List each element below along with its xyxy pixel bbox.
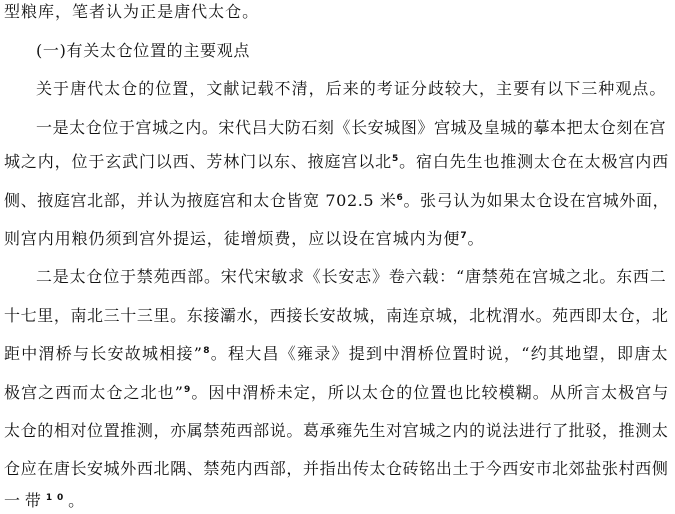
paragraph-line-11: [4, 383, 668, 403]
line-text: 仓应在唐长安城外西北隅、禁苑内西部，并指出传太仓砖铭出土于今西安市北郊盐张村西侧: [4, 459, 669, 478]
line-text-tail: 。张弓认为如果太仓设在宫城外面，: [403, 191, 670, 210]
line-text: 一是太仓位于宫城之内。宋代吕大防石刻《长安城图》宫城及皇城的摹本把太仓刻在宫: [36, 118, 667, 137]
footnote-ref-6: 6: [396, 193, 404, 203]
line-text: 距中渭桥与长安故城相接”: [4, 344, 204, 363]
line-text-tail: 。: [68, 491, 90, 510]
line-text-tail: 。宿白先生也推测太仓在太极宫内西: [399, 152, 669, 171]
footnote-ref-7: 7: [460, 231, 468, 241]
paragraph-line-9: [4, 306, 668, 326]
footnote-ref-8: 8: [203, 346, 211, 356]
footnote-ref-10: 10: [45, 493, 69, 503]
line-text: 太仓的相对位置推测，亦属禁苑西部说。葛承雍先生对宫城之内的说法进行了批驳，推测太: [4, 421, 669, 440]
line-text-tail: 。: [467, 229, 485, 248]
paragraph-line-4: [36, 118, 666, 138]
paragraph-line-5: [4, 152, 668, 172]
paragraph-line-8: [36, 267, 666, 287]
line-text: 极宫之西而太仓之北也”: [4, 383, 184, 402]
paragraph-line-7: [4, 229, 484, 249]
paragraph-line-3: [36, 79, 666, 99]
paragraph-line-6: [4, 191, 668, 211]
paragraph-line-14: [4, 491, 90, 511]
line-text-tail: 。因中渭桥未定，所以太仓的位置也比较模糊。从所言太极宫与: [191, 383, 670, 402]
line-text: 十七里，南北三十三里。东接灞水，西接长安故城，南连京城，北枕渭水。苑西即太仓，北: [4, 306, 669, 325]
line-text: 侧、掖庭宫北部，并认为掖庭宫和太仓皆宽 702.5 米: [4, 191, 397, 210]
line-text: 城之内，位于玄武门以西、芳林门以东、掖庭宫以北: [4, 152, 392, 171]
footnote-ref-5: 5: [391, 154, 400, 164]
line-text: 二是太仓位于禁苑西部。宋代宋敏求《长安志》卷六载：“唐禁苑在宫城之北。东西二: [36, 267, 667, 286]
paragraph-line-1: [4, 2, 258, 22]
line-text: 则宫内用粮仍须到宫外提运，徒增烦费，应以设在宫城内为便: [4, 229, 461, 248]
footnote-ref-9: 9: [183, 385, 192, 395]
paragraph-line-13: [4, 459, 668, 479]
section-heading: [36, 41, 250, 61]
paragraph-line-12: [4, 421, 668, 441]
heading-text: (一)有关太仓位置的主要观点: [36, 41, 251, 60]
line-text: 型粮库，笔者认为正是唐代太仓。: [4, 2, 260, 21]
line-text-tail: 。程大昌《雍录》提到中渭桥位置时说，“约其地望，即唐太: [210, 344, 669, 363]
line-text: 一带: [4, 491, 46, 510]
paragraph-line-10: [4, 344, 668, 364]
line-text: 关于唐代太仓的位置，文献记载不清，后来的考证分歧较大，主要有以下三种观点。: [36, 79, 667, 98]
